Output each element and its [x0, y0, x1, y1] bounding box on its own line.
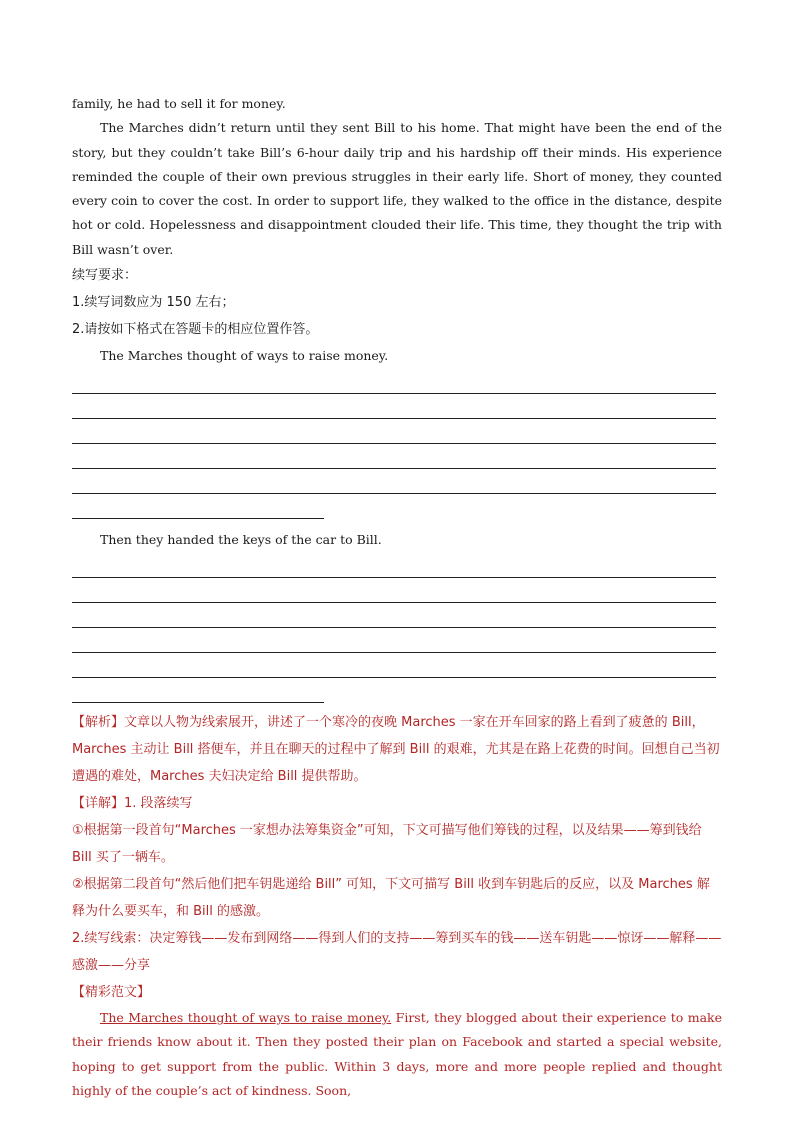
requirement-item-2: 2.请按如下格式在答题卡的相应位置作答。: [72, 322, 319, 338]
answer-line[interactable]: [72, 444, 716, 469]
requirement-item-1: 1.续写词数应为 150 左右；: [72, 295, 235, 311]
prompt-first: The Marches thought of ways to raise money.: [100, 348, 389, 364]
answer-lines-first: [72, 369, 722, 519]
detail-point-1: ①根据第一段首句“Marches 一家想办法筹集资金”可知，下文可描写他们筹钱的过程，以及结果——筹到钱给 Bill 买了一辆车。: [72, 823, 702, 866]
sample-rest: First, they blogged about their experience to make their friends know about it. Then they posted their plan on Facebook and started a special website, hoping to get support from the public. Within 3 days, more and more people replied and thought highly of the couple’s act of kindness. Soon,: [72, 1010, 723, 1098]
answer-line[interactable]: [72, 603, 716, 628]
answer-line[interactable]: [72, 553, 716, 578]
analysis-section: [72, 709, 722, 790]
detail-heading: [72, 790, 722, 817]
sample-heading: 【精彩范文】: [72, 985, 151, 1001]
passage-paragraph: The Marches didn’t return until they sent Bill to his home. That might have been the end of the story, but they couldn’t take Bill’s 6-hour daily trip and his hardship off their minds. His experience reminded the couple of their own previous struggles in their early life. Short of money, they counted every coin to cover the cost. In order to support life, they walked to the office in the distance, despite hot or cold. Hopelessness and disappointment clouded their life. This time, they thought the trip with Bill wasn’t over.: [72, 120, 722, 257]
sample-essay: [72, 1006, 722, 1103]
answer-line[interactable]: [72, 469, 716, 494]
answer-line[interactable]: [72, 394, 716, 419]
answer-line[interactable]: [72, 628, 716, 653]
answer-line[interactable]: [72, 653, 716, 678]
detail-tag: 【详解】: [72, 796, 125, 812]
requirements-heading: 续写要求：: [72, 268, 138, 284]
answer-line[interactable]: [72, 419, 716, 444]
analysis-tag: 【解析】: [72, 715, 125, 731]
detail-title: 1. 段落续写: [124, 796, 193, 812]
analysis-text: 文章以人物为线索展开，讲述了一个寒冷的夜晚 Marches 一家在开车回家的路上看到了疲惫的 Bill，Marches 主动让 Bill 搭便车，并且在聊天的过程中了解到 Bill 的艰难，尤其是在路上花费的时间。回想自己当初遭遇的难处，Marches 夫妇决定给 Bill 提供帮助。: [72, 715, 720, 785]
sample-first-sentence: The Marches thought of ways to raise money.: [100, 1010, 392, 1026]
answer-line[interactable]: [72, 578, 716, 603]
answer-line[interactable]: [72, 494, 324, 519]
answer-lines-second: [72, 553, 722, 703]
passage-line: family, he had to sell it for money.: [72, 96, 286, 111]
document-page: [72, 92, 722, 1103]
answer-line[interactable]: [72, 369, 716, 394]
writing-clues: 2.续写线索：决定筹钱——发布到网络——得到人们的支持——筹到买车的钱——送车钥匙——惊讶——解释——感激——分享: [72, 931, 722, 974]
detail-point-2: ②根据第二段首句“然后他们把车钥匙递给 Bill” 可知，下文可描写 Bill 收到车钥匙后的反应，以及 Marches 解释为什么要买车，和 Bill 的感激。: [72, 877, 710, 920]
answer-line[interactable]: [72, 678, 324, 703]
prompt-second: Then they handed the keys of the car to Bill.: [100, 532, 382, 548]
